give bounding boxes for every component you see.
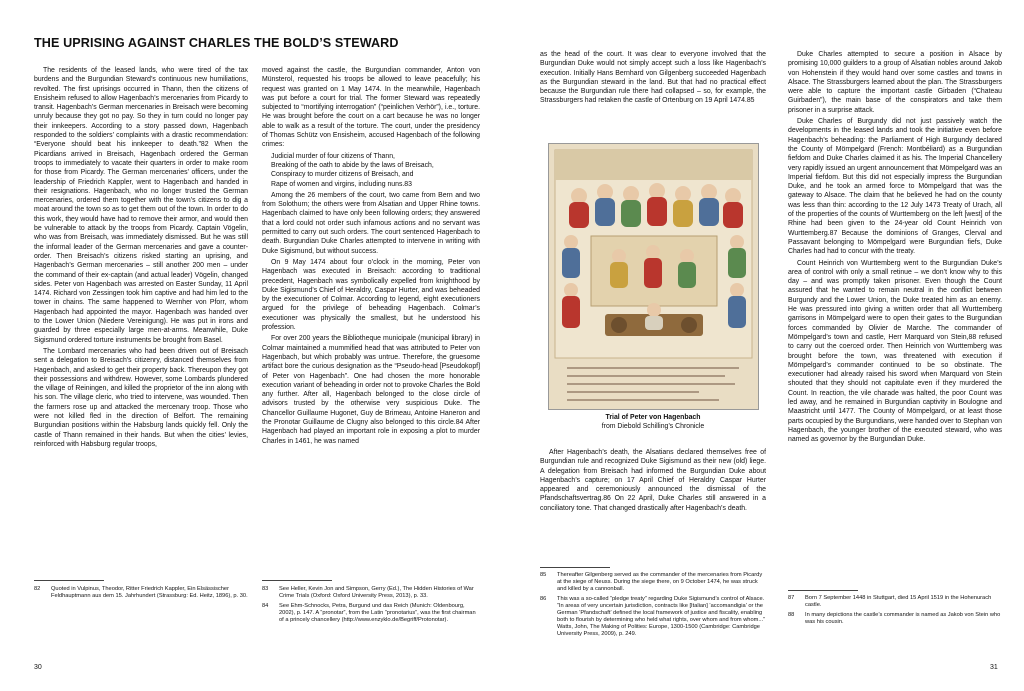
figure-caption [540,413,766,432]
column-4 [788,50,1002,570]
crime-item: Breaking of the oath to abide by the laws of Breisach, [271,161,434,169]
crime-list [271,152,480,189]
crime-item: Conspiracy to murder citizens of Breisach, and [271,171,414,179]
paragraph: Among the 26 members of the court, two came from Bern and two from Solothurn; the others were from Alsatian and Upper Rhine towns. Hagenbach claimed to have only been following orders; they answered that a lord could not order such infamous actions and no servant was permitted to carry out such orders. The court sentenced Hagenbach to death. Burgundian Duke Charles attempted to intervene in writing with Duke Sigismund, but without success. [262,191,480,255]
footnote [540,572,766,593]
footnotes-column-3 [540,572,766,652]
paragraph: For over 200 years the Bibliotheque municipale (municipal library) in Colmar maintained a mummified head that was attributed to Peter von Hagenbach, but which probably was untrue. Therefore, the gruesome artifact bore the curious designation as the “Pseudo-head [Pseudokopf] of Peter von Hagenbach”. One had chosen the more honorable execution variant of beheading in order not to provoke Charles the Bold any further. After all, Hagenbach belonged to the close circle of advisors trusted by the otherwise very suspicious Duke. The Chancellor Guillaume Hugonet, Guy de Brimeau, Antoine Haneron and the Pronotar Guillaume de Clugny also belonged to this circle.84 After Hagenbach had played an important role in exposing a plot to murder Charles in 1461, he was named [262,335,480,445]
footnote-rule [788,590,858,591]
footnote-number: 85 [540,572,547,578]
paragraph: After Hagenbach’s death, the Alsatians declared themselves free of Burgundian rule and recognized Duke Sigismund as their new (old) liege. A delegation from Breisach had informed the Burgundian Duke about Hagenbach’s capture; on 17 April Chief of Heraldry Caspar Hurter appeared and ceremoniously announced the dismissal of the Pfandschaftsvertrag.86 On 22 April, Duke Charles still answered in a conciliatory tone. That changed drastically after Hagenbach’s death. [540,449,766,512]
caption-source: from Diebold Schilling’s Chronicle [601,423,705,431]
column-3-bottom [540,448,766,568]
footnote-text: This was a so-called “pledge treaty” regarding Duke Sigismund’s control of Alsace. “In areas of very uncertain jurisdiction, contracts like [Italian] ‘accomandigia’ or the German ‘Pfandschaft’ defined the local framework of justice and fiscality, enabling both to flourish by determining who held what rights, over whom and from whom...” Watts, John, The Making of Polities: Europe, 1300-1500 (Cambridge: Cambridge University Press, 2009), p. 249. [557,595,766,638]
footnote [540,596,766,639]
paragraph: moved against the castle, the Burgundian commander, Anton von Münsterol, requested his troops be allowed to leave peacefully; his request was granted on 1 May 1474. In the meanwhile, Hagenbach was put before a court for trial. The former Steward was repeatedly subjected to “mortifying interrogation” (“peinlichen Verhör”), i.e., torture. He was brought before the court on a cart because he was no longer able to walk as a result of the torture. The court, under the presidency of Thomas Schütz von Ensisheim, accused Hagenbach of the following crimes: [262,67,480,149]
page-number-left: 30 [34,664,42,671]
footnote-text: Thereafter Gilgenberg served as the commander of the mercenaries from Picardy at the siege of Neuss. During the siege there, on 9 October 1474, he was struck and killed by a cannonball. [557,572,763,593]
footnote-text: In many depictions the castle’s commander is named as Jakob von Stein who was his cousin. [805,611,1001,625]
chapter-title: THE UPRISING AGAINST CHARLES THE BOLD’S STEWARD [34,36,399,50]
crime-item: Judicial murder of four citizens of Thann, [271,152,395,160]
footnote-text: Born 7 September 1448 in Stuttgart, died 15 April 1519 in the Hohenurach castle. [805,595,992,609]
footnote-number: 84 [262,602,269,609]
footnote-rule [540,567,610,568]
paragraph: On 9 May 1474 about four o’clock in the morning, Peter von Hagenbach was executed in Breisach: according to traditional precedent, Hagenbach was symbolically expelled from knighthood by Duke Sigismund’s Chief of Heraldry, Caspar Hurter, and was beheaded by the executioner of Colmar. According to legend, eight executioners argued for the privilege of beheading Hagenbach. Colmar’s executioner was physically the smallest, but he understood his profession. [262,258,480,332]
page-number-right: 31 [990,664,998,671]
footnote-text: See Ehm-Schnocks, Petra, Burgund und das Reich (Munich: Oldenbourg, 2002), p. 147. A “pronotar”, from the Latin “pronotarius”, was the first chairman of a princely chancellery (http://www.enzyklo.de/Begriff/Protonotar). [279,602,476,623]
footnote-number: 87 [788,595,795,601]
footnote-text: Quoted in Vulpinus, Theodor, Ritter Friedrich Kappler, Ein Elsässischer Feldhauptmann aus dem 15. Jahrhundert (Strassburg: Ed. Heitz, 1896), p. 30. [51,586,248,600]
paragraph: as the head of the court. It was clear to everyone involved that the Burgundian Duke would not simply accept such a loss like Hagenbach’s execution. Initially Hans Bernhard von Gilgenberg succeeded Hagenbach as the Burgundian steward in the land. But that had no practical effect because the Burgundian rule there had collapsed – so, for example, the Strassburgers had retaken the castle of Ortenburg on 19 April 1474.85 [540,51,766,105]
paragraph: The residents of the leased lands, who were tired of the tax burdens and the Burgundian Steward’s continuous new humiliations, revolted. The first uprisings occurred in Thann, then the citizens of Ensisheim refused to allow Hagenbach’s mercenaries from Picardy to transit. Hagenbach’s German mercenaries in Breisach were becoming unruly because they got no pay. So they in turn could no longer pay their innkeepers. According to a story passed down, Hagenbach responded to the soldiers’ complaints with a drastic recommendation: “Everyone should beat his innkeeper to death.”82 When the Picardians arrived in Breisach, Hagenbach ordered the German troops to immediately to vacate their quarters in order to make room for those from Picardy. The German mercenaries’ officers, under the leadership of Friedrich Kappler, went to Hagenbach and handed in their resignations. Hagenbach, who no longer trusted the German mercenaries, ordered them together with the town’s citizens to dig a moat around the town so as to get them out of the town. In order to do this work, they would have had to remove their armor, and would then be vulnerable to attack by the troops from Picardy. Captain Vögelin, who was from Breisach, was immediately dismissed. But he was still the informal leader of the German mercenaries and gave a counter-order. Then Breisach’s citizens risked starting an uprising, and Hagenbach’s German mercenaries – still another 200 men – under the command of their ex-captain (and actual leader) Vögelin, changed sides. Peter von Hagenbach was arrested on Easter Sunday, 11 April 1474. Richard von Zessingen took him captive and had him led to the tower in chains. The same happened to Wernher von Pforr, whom Hagenbach had appointed the mayor. Hagenbach was handed over to the Lower Union (Niedere Vereinigung). He was put in irons and guarded by three especially large men-at-arms. Meanwhile, Duke Sigismund ordered torture instruments be brought from Basel. [34,67,248,344]
footnote [788,595,1002,609]
caption-title: Trial of Peter von Hagenbach [605,414,701,421]
footnote-number: 83 [262,586,269,592]
trial-illustration-image [549,144,758,409]
footnote-rule [34,580,104,581]
footnote-number: 82 [34,586,41,592]
paragraph: The Lombard mercenaries who had been driven out of Breisach sent a delegation to Breisach’s citizenry, distanced themselves from Hagenbach, and asked to get their property back. Thereupon they got their possessions and withdrew. However, some Lombards plundered the village of Reiningen, and killed the proprietor of the inn along with his son. The village cleric, who tried to intervene, was wounded. Then the farmers rose up and attacked the mercenary troop. Those who were not killed fled in the direction of Belfort. The remaining Burgundian positions within the Habsburg lands quickly fell. Only the castle of Thann remained in their hands. But when the cities’ levies, reinforced with Habsburg regular troops, [34,347,248,448]
footnote-text: See Heller, Kevin Jon and Simpson, Gerry (Ed.), The Hidden Histories of War Crime Trials (Oxford: Oxford University Press, 2013), p. 33. [279,586,474,600]
footnotes-column-4 [788,595,1002,645]
paragraph: Duke Charles of Burgundy did not just passively watch the developments in the leased lands and took the initiative even before Hagenbach’s beheading: the Parliament of High Burgundy declared the County of Mömpelgard (French: Montbéliard) as a Burgundian fiefdom and Duke Charles claimed it as his. The Imperial Chancellery very rapidly issued an urgent announcement that Mömpelgard was an Imperial fiefdom. But this did not especially impress the Burgundian Duke, and he took an armed force to Mömpelgard that was the gateway to Alsace. The claim that he believed he had on the county was less than thin: according to the 12 July 1473 Treaty of Urach, all of the properties of the counts of Wurttemberg on the left [west] of the Rhine had been given to the 24-year old Count Heinrich von Wurttemberg.87 Because the dominions of Granges, Clerval and Passavant belonging to Mömpelgard were Burgundian fiefs, Duke Charles had had to concur with the treaty. [788,118,1002,256]
footnote-number: 86 [540,595,547,602]
column-3-top [540,50,766,140]
paragraph: Duke Charles attempted to secure a position in Alsace by promising 10,000 guilders to a group of Alsatian nobles around Jakob von Hohenstein if they would hand over some castles and towns in Alsace. The Strassburgers learned about the plan. The Strassburgers were able to capture the important castle Girbaden (“Chateau Guirbaden”), the main base of the conspirators and take them prisoner in a surprise attack. [788,51,1002,114]
column-2 [262,66,480,578]
footnote [262,603,480,624]
footnotes-column-1 [34,586,248,646]
paragraph: Count Heinrich von Wurttemberg went to the Burgundian Duke’s area of control with only a small retinue – we don’t know why to this day – and was promptly taken prisoner. Even though the Count assured that he wanted to remain neutral in the conflict between Burgundy and the Lower Union, the Duke treated him as an enemy. He was pressured into giving a written order that all Wurttemberg garrisons in Mömpelgard were to open their gates to the Burgundian forces commanded by Olivier de Marche. The commander of Mömpelgard’s town and castle, Herr Marquard von Stein,88 refused to carry out the coerced order. Then Heinrich von Wurttemberg was brought before the town, was threatened with execution if Mömpelgard’s commander continued to be so obstinate. The executioner had already raised his sword when Marquard von Stein shouted that they should not capitulate even if they murdered the Count. In reaction, the vile charade was halted, the poor Count was led away, and he remained in Burgundian captivity in Boulogne and Maastricht until 1477. The County of Mömpelgard, or at least those parts occupied by the Burgundians, were handed over to Stephan von Hagenbach, the younger brother of the executed steward, who was named as governor by the Burgundian Duke. [788,259,1002,444]
footnote-rule [262,580,332,581]
manuscript-illustration [548,143,759,410]
footnote [262,586,480,600]
footnote-number: 88 [788,611,795,618]
footnote [788,612,1002,626]
column-1 [34,66,248,578]
footnote [34,586,248,600]
footnotes-column-2 [262,586,480,652]
crime-item: Rape of women and virgins, including nuns.83 [271,180,412,188]
